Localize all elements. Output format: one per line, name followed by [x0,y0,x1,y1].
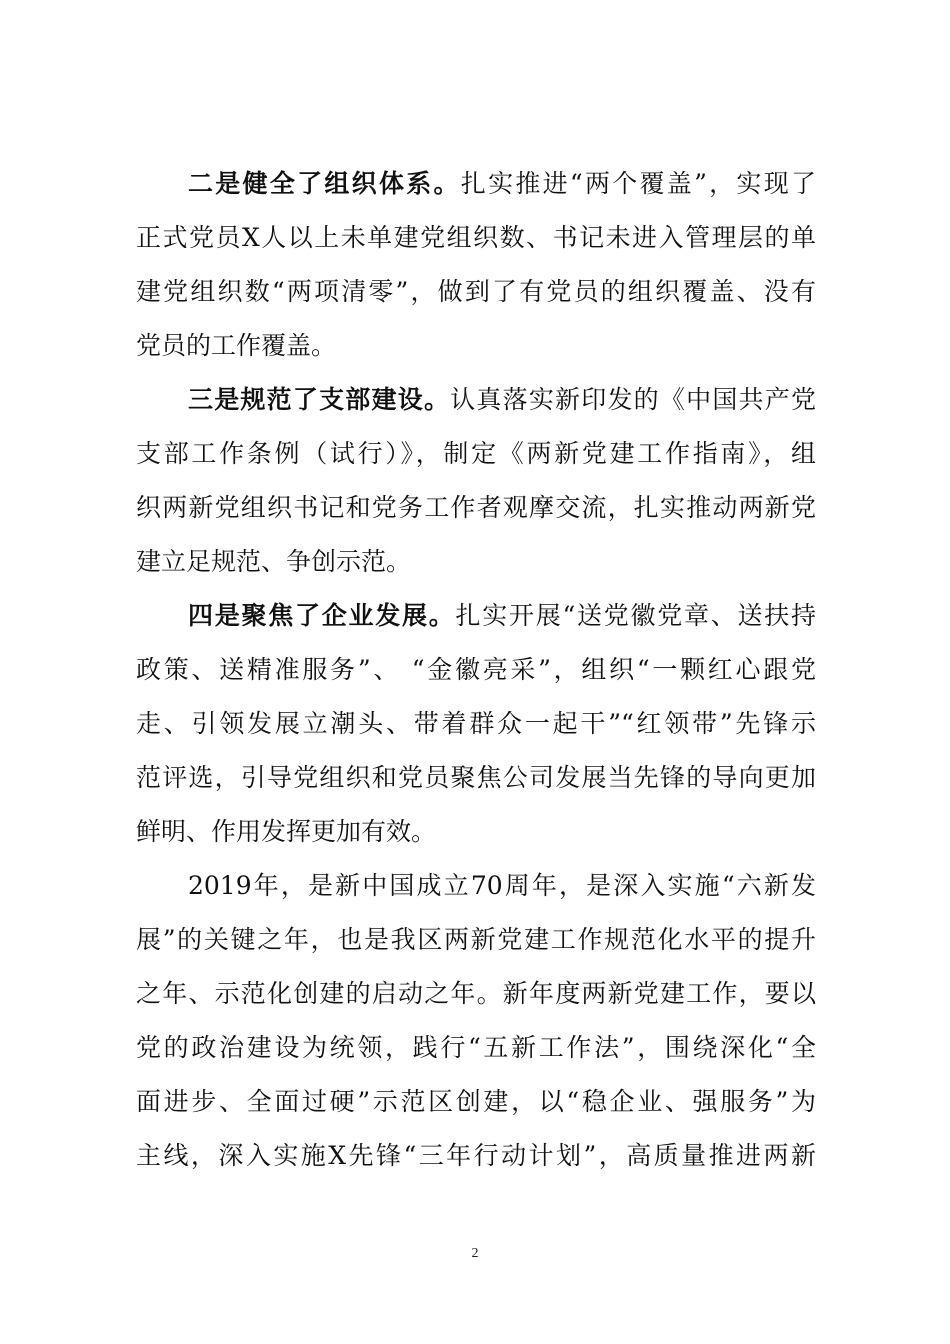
paragraph-2-text: 认真落实新印发的《中国共产党 [450,385,816,414]
paragraph-4-line-5: 面进步、全面过硬”示范区创建，以“稳企业、强服务”为 [136,1087,816,1116]
paragraph-1-line-3: 建党组织数“两项清零”，做到了有党员的组织覆盖、没有 [136,277,816,306]
paragraph-2-line-3: 织两新党组织书记和党务工作者观摩交流，扎实推动两新党 [136,493,816,522]
paragraph-3-heading: 四是聚焦了企业发展。 [188,601,456,630]
page-number: 2 [471,1246,479,1261]
paragraph-1-heading: 二是健全了组织体系。 [188,169,461,198]
paragraph-2-line-4: 建立足规范、争创示范。 [136,547,412,576]
paragraph-4-line-3: 之年、示范化创建的启动之年。新年度两新党建工作，要以 [136,979,816,1008]
paragraph-3-line-5: 鲜明、作用发挥更加有效。 [136,817,437,846]
paragraph-4-line-2: 展”的关键之年，也是我区两新党建工作规范化水平的提升 [136,925,816,954]
paragraph-1-line-4: 党员的工作覆盖。 [136,331,337,360]
paragraph-4-line-6: 主线，深入实施X先锋“三年行动计划”，高质量推进两新 [136,1141,816,1170]
paragraph-1-text: 扎实推进“两个覆盖”，实现了 [460,169,816,198]
paragraph-1-line-1 [188,164,816,204]
paragraph-3-line-3: 走、引领发展立潮头、带着群众一起干”“红领带”先锋示 [136,709,816,738]
paragraph-2-heading: 三是规范了支部建设。 [188,385,451,414]
paragraph-3-line-1 [188,596,816,636]
paragraph-4-line-1: 2019年，是新中国成立70周年，是深入实施“六新发 [188,871,816,900]
paragraph-4-line-4: 党的政治建设为统领，践行“五新工作法”，围绕深化“全 [136,1033,816,1062]
paragraph-3-line-2: 政策、送精准服务”、 “金徽亮采”，组织“一颗红心跟党 [136,655,816,684]
paragraph-3-text: 扎实开展“送党徽党章、送扶持 [455,601,816,630]
paragraph-3-line-4: 范评选，引导党组织和党员聚焦公司发展当先锋的导向更加 [136,763,816,792]
paragraph-1-line-2: 正式党员X人以上未单建党组织数、书记未进入管理层的单 [136,223,816,252]
paragraph-2-line-1 [188,380,816,420]
paragraph-2-line-2: 支部工作条例（试行）》，制定《两新党建工作指南》，组 [136,439,816,468]
